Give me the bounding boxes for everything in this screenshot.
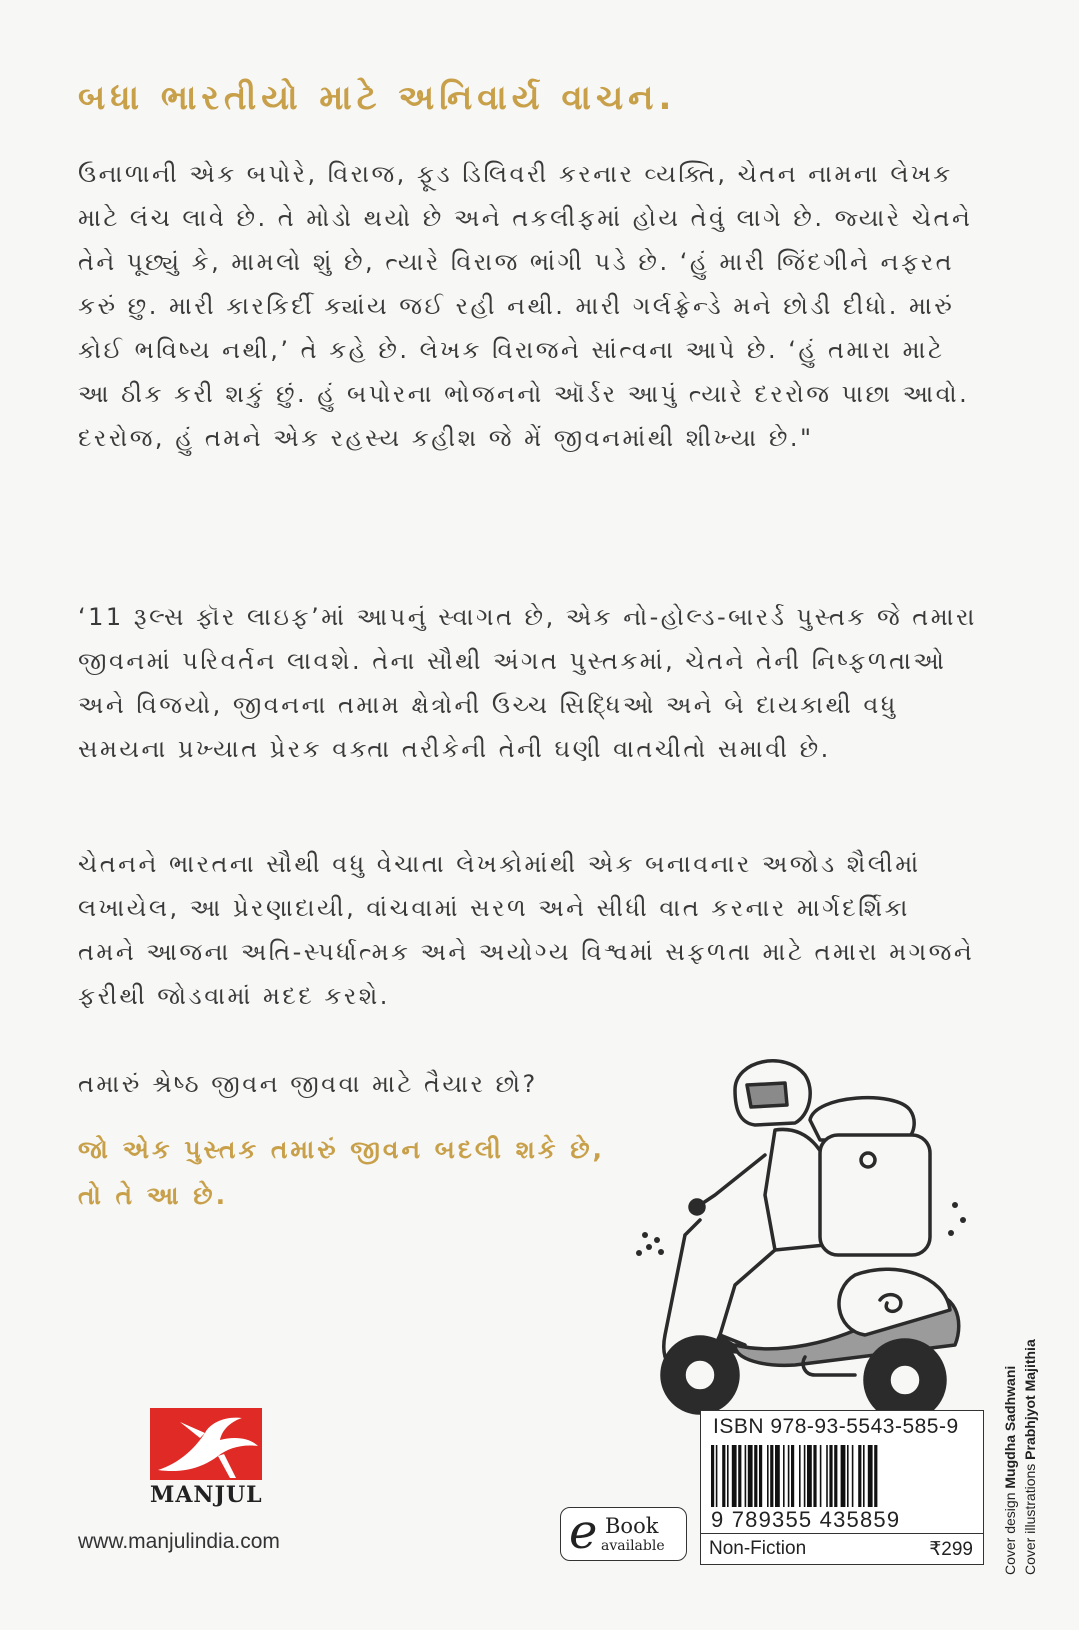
ebook-available-badge: [560, 1504, 687, 1561]
synopsis-paragraph-2: ‘11 રૂલ્સ ફૉર લાઇફ’માં આપનું સ્વાગત છે, એક નો-હોલ્ડ-બારર્ડ પુસ્તક જે તમારા જીવનમાં પરિવર્તન લાવશે. તેના સૌથી અંગત પુસ્તકમાં, ચેતને તેની નિષ્ફળતાઓ અને વિજયો, જીવનના તમામ ક્ષેત્રોની ઉચ્ચ સિદ્ધિઓ અને બે દાયકાથી વધુ સમયના પ્રખ્યાત પ્રેરક વક્તા તરીકેની તેની ઘણી વાતચીતો સમાવી છે.: [78, 603, 977, 763]
ebook-badge-sub: available: [601, 1538, 665, 1554]
heron-logo-icon: [150, 1408, 262, 1480]
barcode-digits: 9 789355 435859: [711, 1507, 901, 1532]
isbn-label: ISBN 978-93-5543-585-9: [713, 1415, 959, 1438]
cover-credits: [1000, 1339, 1040, 1575]
closing-question: તમારું શ્રેષ્ઠ જીવન જીવવા માટે તૈયાર છો?: [78, 1070, 538, 1098]
tagline-line-2: તો તે આ છે.: [78, 1181, 229, 1210]
illustrations-name: Prabhjyot Majithia: [1022, 1339, 1038, 1460]
illustrations-label: Cover illustrations: [1022, 1463, 1038, 1575]
barcode-bars: [711, 1445, 973, 1507]
synopsis-paragraph-3: ચેતનને ભારતના સૌથી વધુ વેચાતા લેખકોમાંથી એક બનાવનાર અજોડ શૈલીમાં લખાયેલ, આ પ્રેરણાદાયી, વાંચવામાં સરળ અને સીધી વાત કરનાર માર્ગદર્શિકા તમને આજના અતિ-સ્પર્ધાત્મક અને અયોગ્ય વિશ્વમાં સફળતા માટે તમારા મગજને ફરીથી જોડવામાં મદદ કરશે.: [78, 850, 975, 1010]
cover-design-label: Cover design: [1002, 1492, 1018, 1575]
isbn-barcode-panel: [700, 1410, 984, 1565]
publisher-website[interactable]: www.manjulindia.com: [78, 1530, 280, 1553]
synopsis-paragraph-1: ઉનાળાની એક બપોરે, વિરાજ, ફૂડ ડિલિવરી કરનાર વ્યક્તિ, ચેતન નામના લેખક માટે લંચ લાવે છે. તે મોડો થયો છે અને તકલીફમાં હોય તેવું લાગે છે. જ્યારે ચેતને તેને પૂછ્યું કે, મામલો શું છે, ત્યારે વિરાજ ભાંગી પડે છે. ‘હું મારી જિંદગીને નફરત કરું છુ. મારી કારકિર્દી ક્યાંય જઈ રહી નથી. મારી ગર્લફ્રેન્ડે મને છોડી દીધો. મારું કોઈ ભવિષ્ય નથી,’ તે કહે છે. લેખક વિરાજને સાંત્વના આપે છે. ‘હું તમારા માટે આ ઠીક કરી શકું છું. હું બપોરના ભોજનનો ઑર્ડર આપું ત્યારે દરરોજ પાછા આવો. દરરોજ, હું તમને એક રહસ્ય કહીશ જે મેં જીવનમાંથી શીખ્યા છે.": [78, 160, 973, 452]
illustrations-credit: [1020, 1339, 1040, 1575]
price-label: ₹299: [929, 1539, 973, 1560]
publisher-name: MANJUL: [150, 1482, 263, 1508]
ebook-badge-letter: e: [569, 1504, 598, 1560]
headline: બધા ભારતીયો માટે અનિવાર્ય વાચન.: [78, 78, 677, 118]
ebook-badge-word: Book: [605, 1514, 659, 1538]
tagline-line-1: જો એક પુસ્તક તમારું જીવન બદલી શકે છે,: [78, 1135, 606, 1164]
cover-design-name: Mugdha Sadhwani: [1002, 1365, 1018, 1489]
genre-label: Non-Fiction: [709, 1538, 807, 1559]
cover-design-credit: [1000, 1339, 1020, 1575]
tagline: [78, 1127, 605, 1219]
delivery-rider-on-scooter-icon: [625, 1045, 970, 1425]
genre-price-row: [701, 1533, 983, 1566]
manjul-logo: [150, 1408, 263, 1508]
